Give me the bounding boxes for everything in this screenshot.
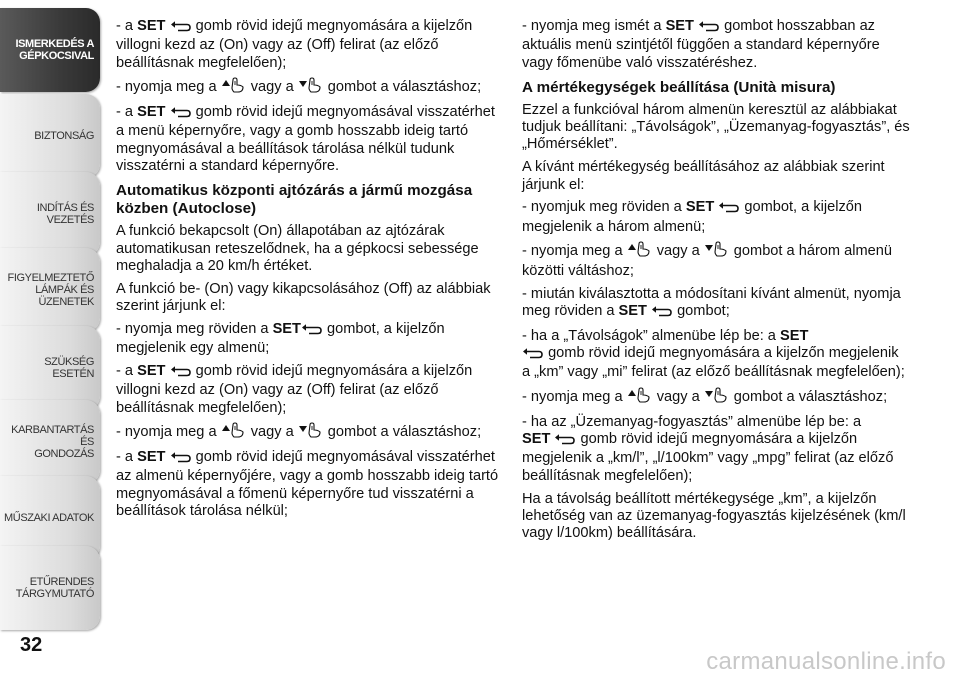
paragraph: - nyomja meg röviden a SET gombot, a kijelzőn megjelenik egy almenü; xyxy=(116,320,445,357)
paragraph: Ha a távolság beállított mértékegysége „km”, a kijelzőn lehetőség van az üzemanyag-fogyasztás kijelzésének (km/l vagy l/100km) beállítására. xyxy=(522,490,906,542)
left-column xyxy=(116,18,504,526)
tab-label: BIZTONSÁG xyxy=(34,130,94,142)
page-number: 32 xyxy=(20,634,43,656)
section-heading: Automatikus központi ajtózárás a jármű mozgása közben (Autoclose) xyxy=(116,182,473,218)
return-arrow-icon xyxy=(170,19,192,37)
return-arrow-icon xyxy=(170,105,192,123)
up-button-icon xyxy=(627,241,653,262)
return-arrow-icon xyxy=(301,322,323,340)
up-button-icon xyxy=(627,387,653,408)
paragraph: - ha az „Üzemanyag-fogyasztás” almenübe lép be: a SET gomb rövid idejű megnyomására a kijelzőn megjelenik a „km/l”, „l/100km” vagy „mpg” felirat (az előző beállításnak megfelelően); xyxy=(522,413,894,484)
tab-ismerkedes[interactable] xyxy=(0,8,100,92)
return-arrow-icon xyxy=(698,19,720,37)
down-button-icon xyxy=(704,241,730,262)
section-heading: A mértékegységek beállítása (Unità misura) xyxy=(522,78,836,96)
up-button-icon xyxy=(221,422,247,443)
return-arrow-icon xyxy=(522,346,544,364)
watermark: carmanualsonline.info xyxy=(706,648,946,675)
paragraph: - ha a „Távolságok” almenübe lép be: a SET gomb rövid idejű megnyomására a kijelzőn megjelenik a „km” vagy „mi” felirat (az előző beállításnak megfelelően); xyxy=(522,327,905,381)
paragraph: A funkció bekapcsolt (On) állapotában az ajtózárak automatikusan reteszelődnek, ha a gépkocsi sebessége meghaladja a 20 km/h értéket. xyxy=(116,223,479,274)
paragraph: - nyomja meg a vagy a gombot a választáshoz; xyxy=(522,387,910,408)
paragraph: - nyomja meg a vagy a gombot a választáshoz; xyxy=(116,77,504,98)
tab-biztonsag[interactable] xyxy=(0,94,100,178)
tab-label: ISMERKEDÉS A GÉPKOCSIVAL xyxy=(15,38,94,62)
paragraph: - nyomja meg a vagy a gombot a választáshoz; xyxy=(116,422,504,443)
tab-figyelmezteto[interactable] xyxy=(0,248,100,332)
down-button-icon xyxy=(298,422,324,443)
tab-label: FIGYELMEZTETŐ LÁMPÁK ÉS ÜZENETEK xyxy=(7,272,94,308)
return-arrow-icon xyxy=(554,432,576,450)
paragraph: - a SET gomb rövid idejű megnyomására a kijelzőn villogni kezd az (On) vagy az (Off) felirat (az előző beállításnak megfelelően); xyxy=(116,362,473,416)
paragraph: A kívánt mértékegység beállításához az alábbiak szerint járjunk el: xyxy=(522,159,885,193)
paragraph: A funkció be- (On) vagy kikapcsolásához (Off) az alábbiak szerint járjunk el: xyxy=(116,280,491,315)
paragraph: - nyomja meg a vagy a gombot a három almenü közötti váltáshoz; xyxy=(522,243,892,279)
paragraph: Ezzel a funkcióval három almenün keresztül az alábbiakat tudjuk beállítani: „Távolságok”, „Üzemanyag-fogyasztás”, és „Hőmérséklet”. xyxy=(522,101,910,153)
right-column xyxy=(522,18,910,548)
paragraph: - a SET gomb rövid idejű megnyomásával visszatérhet a menü képernyőre, vagy a gomb hosszabb ideig tartó megnyomásával a beállítások tárolása nélkül tudunk visszatérni a standard képernyőre. xyxy=(116,104,495,175)
paragraph: - a SET gomb rövid idejű megnyomásával visszatérhet az almenü képernyőjére, vagy a gomb hosszabb ideig tartó megnyomásával a főmenü képernyőre tud visszatérni a beállítások tárolása nélkül; xyxy=(116,449,499,520)
paragraph: - nyomjuk meg röviden a SET gombot, a kijelzőn megjelenik a három almenü; xyxy=(522,199,863,235)
paragraph: - a SET gomb rövid idejű megnyomására a kijelzőn villogni kezd az (On) vagy az (Off) felirat (az előző beállításnak megfelelően); xyxy=(116,18,473,71)
paragraph: - miután kiválasztotta a módosítani kívánt almenüt, nyomja meg röviden a SET gombot; xyxy=(522,286,910,323)
tab-label: KARBANTARTÁS ÉS GONDOZÁS xyxy=(11,424,94,460)
tab-label: MŰSZAKI ADATOK xyxy=(4,512,94,524)
tab-label: ETŰRENDES TÁRGYMUTATÓ xyxy=(15,576,94,600)
return-arrow-icon xyxy=(718,200,740,218)
tab-label: SZÜKSÉG ESETÉN xyxy=(44,356,94,380)
tab-targymutato[interactable] xyxy=(0,546,100,630)
up-button-icon xyxy=(221,77,247,98)
down-button-icon xyxy=(298,77,324,98)
paragraph: - nyomja meg ismét a SET gombot hosszabban az aktuális menü szintjétől függően a standard képernyőre vagy főmenübe való visszatéréshez. xyxy=(522,18,880,71)
tab-karbantartas[interactable] xyxy=(0,400,100,484)
tab-inditas[interactable] xyxy=(0,172,100,256)
down-button-icon xyxy=(704,387,730,408)
tab-szukseg[interactable] xyxy=(0,326,100,410)
return-arrow-icon xyxy=(170,364,192,382)
chapter-sidebar xyxy=(0,0,100,630)
return-arrow-icon xyxy=(170,450,192,468)
return-arrow-icon xyxy=(651,304,673,322)
tab-label: INDÍTÁS ÉS VEZETÉS xyxy=(36,202,94,226)
